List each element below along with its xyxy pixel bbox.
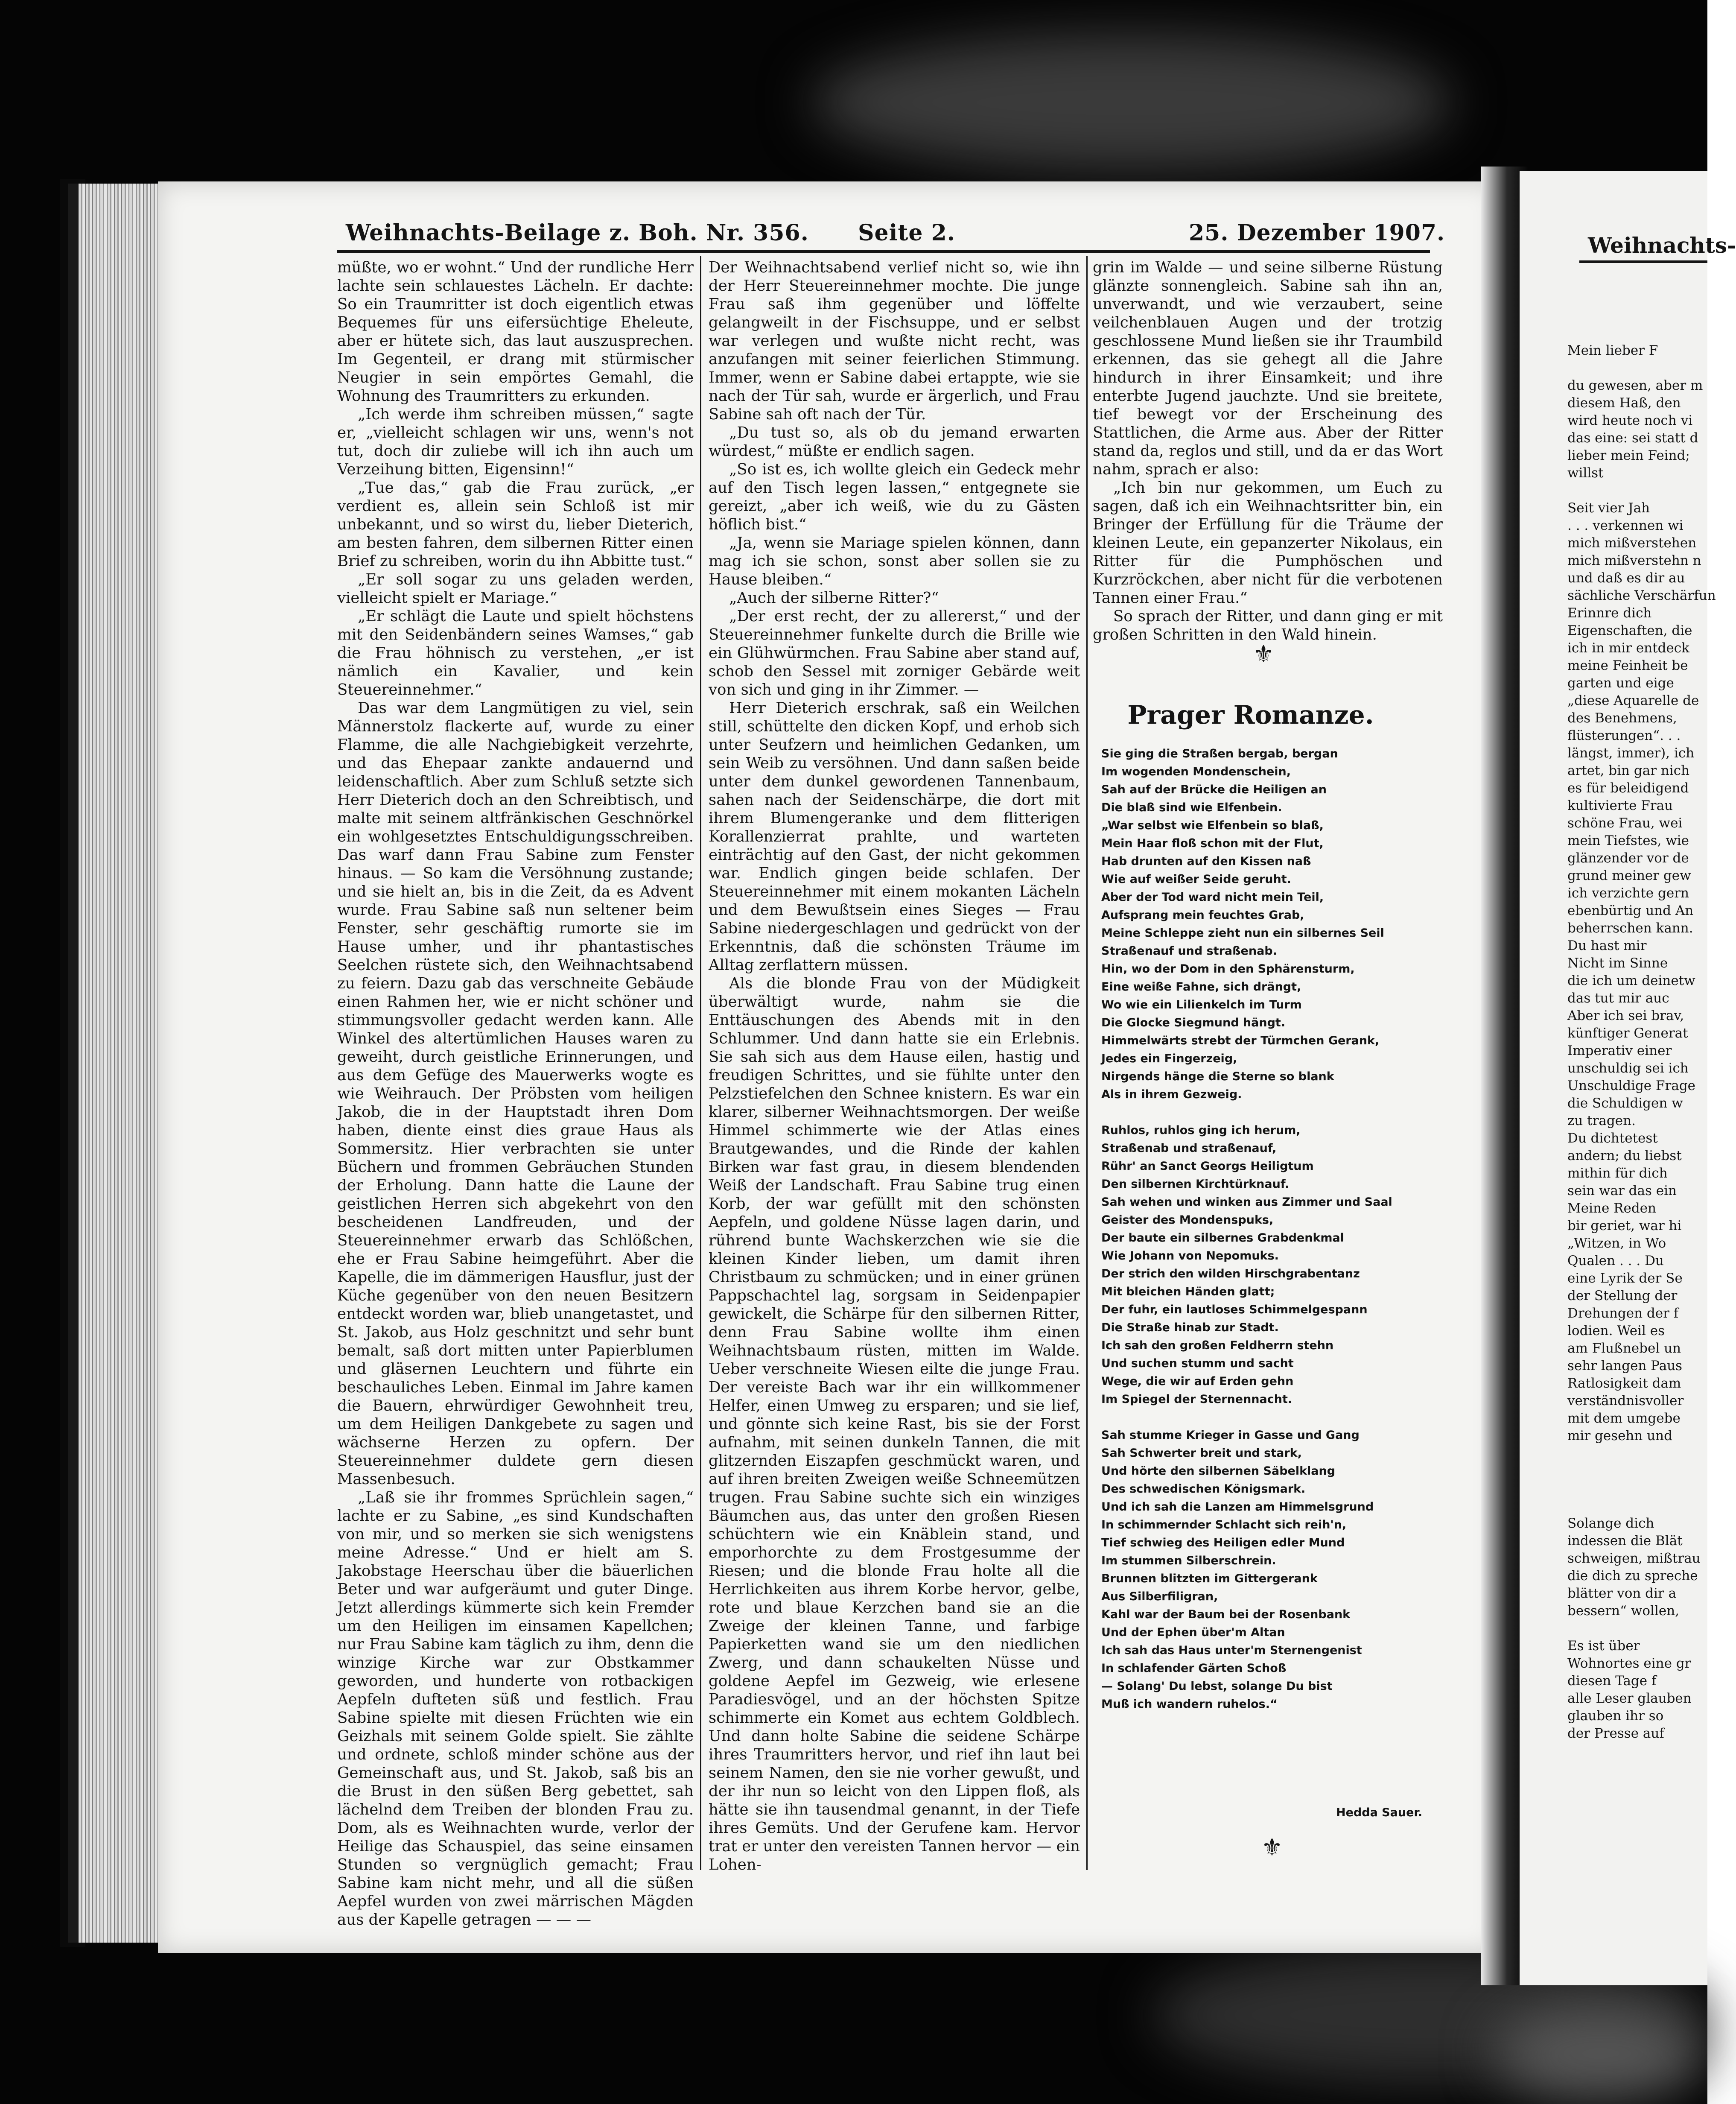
adjacent-page-line: des Benehmens, bbox=[1567, 710, 1677, 726]
paragraph: Herr Dieterich erschrak, saß ein Weilchen still, schüttelte den dicken Kopf, und erhob sich unter Seufzern und heimlichen Gedanken, um sein Weib zu versöhnen. Und dann saßen beide unter dem dunkel gewordenen Tannenbaum, sahen nach der Seidenschärpe, die dort mit ihrem Blumengeranke und dem flitterigen Korallenzierrat prahlte, und warteten einträchtig auf den Gast, der nicht gekommen war. Endlich gingen beide schlafen. Der Steuereinnehmer mit einem mokanten Lächeln und dem Bewußtsein eines Sieges — Frau Sabine niedergeschlagen und gedrückt von der Erkenntnis, daß die schönsten Träume im Alltag zerflattern müssen. bbox=[709, 699, 1080, 974]
adjacent-page-line: Meine Reden bbox=[1567, 1201, 1657, 1216]
adjacent-page-line: du gewesen, aber m bbox=[1567, 378, 1703, 393]
paragraph: So sprach der Ritter, und dann ging er mit großen Schritten in den Wald hinein. bbox=[1093, 608, 1443, 643]
adjacent-page-line: willst bbox=[1567, 465, 1604, 481]
poem-line: Tief schwieg des Heiligen edler Mund bbox=[1101, 1536, 1345, 1549]
adjacent-page-text bbox=[1567, 324, 1716, 1742]
crown-ornament-icon: ⚜ bbox=[1261, 1834, 1283, 1861]
poem-line: Den silbernen Kirchtürknauf. bbox=[1101, 1178, 1290, 1191]
poem-line: Geister des Mondenspuks, bbox=[1101, 1213, 1274, 1227]
adjacent-page-line: Du hast mir bbox=[1567, 938, 1647, 953]
paragraph: „Ja, wenn sie Mariage spielen können, dann mag ich sie schon, sonst aber sollen sie zu Hause bleiben.“ bbox=[709, 534, 1080, 588]
adjacent-page-line: ebenbürtig und An bbox=[1567, 903, 1694, 918]
poem-title: Prager Romanze. bbox=[1127, 700, 1374, 730]
adjacent-page-line: kultivierte Frau bbox=[1567, 798, 1673, 813]
column-divider bbox=[1086, 256, 1088, 1870]
film-mottle bbox=[811, 34, 1451, 171]
adjacent-page-line: unschuldig sei ich bbox=[1567, 1061, 1689, 1076]
adjacent-page-line: lieber mein Feind; bbox=[1567, 448, 1690, 463]
poem-line: Sah stumme Krieger in Gasse und Gang bbox=[1101, 1429, 1360, 1442]
adjacent-page-line: meine Feinheit be bbox=[1567, 658, 1688, 673]
adjacent-page-line: flüsterungen“. . . bbox=[1567, 728, 1681, 743]
adjacent-page-line: Drehungen der f bbox=[1567, 1306, 1679, 1321]
adjacent-page-line: beherrschen kann. bbox=[1567, 920, 1693, 936]
paragraph: grin im Walde — und seine silberne Rüstung glänzte sonnengleich. Sabine sah ihn an, unverwandt, und wie verzaubert, seine veilchenblauen Augen und der trotzig geschlossene Mund ließen sie ihr Traumbild erkennen, das sie gehegt all die Jahre hindurch in ihrer Einsamkeit; und ihre enterbte Jugend jauchzte. Und sie breitete, tief bewegt vor der Erscheinung des Stattlichen, die Arme aus. Aber der Ritter stand da, reglos und still, und da er das Wort nahm, sprach er also: bbox=[1093, 259, 1443, 478]
adjacent-page-line: Eigenschaften, die bbox=[1567, 623, 1692, 638]
adjacent-page-line: es für beleidigend bbox=[1567, 780, 1689, 796]
adjacent-page-line bbox=[1567, 1480, 1708, 1497]
adjacent-page-line: sehr langen Paus bbox=[1567, 1358, 1683, 1373]
paragraph: „Laß sie ihr frommes Sprüchlein sagen,“ lachte er zu Sabine, „es sind Kundschaften von mir, und so merken sie sich wenigstens meine Adresse.“ Und er hielt am S. Jakobstage Heerschau über die bäuerlichen Beter und war aufgeräumt und guter Dinge. Jetzt allerdings kümmerte sich kein Fremder um den Heiligen im einsamen Kapellchen; nur Frau Sabine kam täglich zu ihm, denn die winzige Kirche war zur Obstkammer geworden, und hunderte von rotbackigen Aepfeln dufteten süß und festlich. Frau Sabine spielte mit diesen Früchten wie ein Geizhals mit seinem Golde spielt. Sie zählte und ordnete, schloß minder schöne aus der Gemeinschaft aus, und St. Jakob, saß bis an die Brust in den süßen Berg gebettet, sah lächelnd dem Treiben der blonden Frau zu. Dom, als es Weihnachten wurde, verlor der Heilige das Schauspiel, das seine einsamen Stunden so vergnüglich gemacht; Frau Sabine kam nicht mehr, und all die süßen Aepfel wurden von zwei märrischen Mägden aus der Kapelle getragen — — — bbox=[337, 1489, 694, 1929]
column-divider bbox=[700, 256, 701, 1870]
adjacent-page-line: Erinnre dich bbox=[1567, 605, 1652, 621]
poem-line: In schlafender Gärten Schoß bbox=[1101, 1662, 1287, 1675]
poem-line: Und hörte den silbernen Säbelklang bbox=[1101, 1464, 1336, 1478]
adjacent-page-line: Nicht im Sinne bbox=[1567, 956, 1668, 971]
poem-line: Als in ihrem Gezweig. bbox=[1101, 1088, 1242, 1101]
header-rule bbox=[337, 250, 1430, 253]
poem-line: Muß ich wandern ruhelos.“ bbox=[1101, 1698, 1278, 1711]
adjacent-page-line: wird heute noch vi bbox=[1567, 413, 1693, 428]
adjacent-page-line: mit dem umgebe bbox=[1567, 1411, 1681, 1426]
adjacent-page-line: diesen Tage f bbox=[1567, 1673, 1657, 1689]
poem-line: Wo wie ein Lilienkelch im Turm bbox=[1101, 998, 1302, 1011]
poem-line: Sah Schwerter breit und stark, bbox=[1101, 1446, 1302, 1460]
adjacent-page-line: Seit vier Jah bbox=[1567, 500, 1650, 516]
poem-line: Des schwedischen Königsmark. bbox=[1101, 1482, 1306, 1496]
poem-line: Und der Ephen über'm Altan bbox=[1101, 1626, 1285, 1639]
adjacent-page-line: Es ist über bbox=[1567, 1638, 1640, 1654]
adjacent-page-line: diesem Haß, den bbox=[1567, 395, 1681, 411]
adjacent-page-line bbox=[1567, 1445, 1708, 1462]
adjacent-page-line: glänzender vor de bbox=[1567, 850, 1689, 866]
adjacent-page-line: . . . verkennen wi bbox=[1567, 518, 1683, 533]
adjacent-page-line: am Flußnebel un bbox=[1567, 1341, 1681, 1356]
adjacent-page-line: mich mißverstehn n bbox=[1567, 553, 1701, 568]
adjacent-page-line: Unschuldige Frage bbox=[1567, 1078, 1696, 1093]
adjacent-page-line: Aber ich sei brav, bbox=[1567, 1008, 1684, 1023]
adjacent-page-line: sächliche Verschärfun bbox=[1567, 588, 1716, 603]
poem-body bbox=[1101, 745, 1426, 1731]
adjacent-page-line: Mein lieber F bbox=[1567, 343, 1658, 358]
adjacent-page-line: alle Leser glauben bbox=[1567, 1691, 1692, 1706]
poem-line: Der fuhr, ein lautloses Schimmelgespann bbox=[1101, 1303, 1368, 1316]
adjacent-page-line: Imperativ einer bbox=[1567, 1043, 1672, 1058]
poem-author: Hedda Sauer. bbox=[1336, 1806, 1423, 1819]
header-page-number: Seite 2. bbox=[858, 220, 955, 246]
poem-stanza bbox=[1101, 1426, 1426, 1713]
adjacent-page-line: mir gesehn und bbox=[1567, 1428, 1672, 1444]
paragraph: müßte, wo er wohnt.“ Und der rundliche Herr lachte sein schlauestes Lächeln. Er dachte: So ein Traumritter ist doch eigentlich etwas Bequemes für uns eifersüchtige Eheleute, aber er hütete sich, das laut auszusprechen. Im Gegenteil, er drang mit stürmischer Neugier in sein empörtes Gemahl, die Wohnung des Traumritters zu erkunden. bbox=[337, 259, 694, 405]
adjacent-page-line bbox=[1567, 324, 1708, 342]
poem-line: Mit bleichen Händen glatt; bbox=[1101, 1285, 1275, 1298]
paragraph: Der Weihnachtsabend verlief nicht so, wie ihn der Herr Steuereinnehmer mochte. Die junge Frau saß ihm gegenüber und löffelte gelangweilt in der Fischsuppe, und er selbst war verlegen und wußte nicht recht, was anzufangen mit seiner feierlichen Stimmung. Immer, wenn er Sabine dabei ertappte, wie sie nach der Tür sah, wurde er ärgerlich, und Frau Sabine sah oft nach der Tür. bbox=[709, 259, 1080, 423]
poem-line: Wege, die wir auf Erden gehn bbox=[1101, 1375, 1294, 1388]
poem-line: Hin, wo der Dom in den Sphärensturm, bbox=[1101, 962, 1355, 976]
paragraph: „Tue das,“ gab die Frau zurück, „er verdient es, allein sein Schloß ist mir unbekannt, und so wirst du, lieber Dieterich, am besten fahren, dem silbernen Ritter einen Brief zu schreiben, worin du ihn Abbitte tust.“ bbox=[337, 479, 694, 570]
adjacent-page-line: ich verzichte gern bbox=[1567, 885, 1689, 901]
adjacent-page-line: Du dichtetest bbox=[1567, 1131, 1658, 1146]
poem-stanza bbox=[1101, 1122, 1426, 1409]
poem-line: Ich sah das Haus unter'm Sternengenist bbox=[1101, 1644, 1362, 1657]
paragraph: Das war dem Langmütigen zu viel, sein Männerstolz flackerte auf, wurde zu einer Flamme, die alle Nachgiebigkeit verzehrte, und das Ehepaar zankte andauernd und leidenschaftlich. Aber zum Schluß setzte sich Herr Dieterich doch an den Schreibtisch, und malte mit seinem altfränkischen Geschnörkel ein wohlgesetztes Entschuldigungsschreiben. Das warf dann Frau Sabine zum Fenster hinaus. — So kam die Versöhnung zustande; und sie hielt an, bis in die Zeit, da es Advent wurde. Frau Sabine saß nun seltener beim Fenster, sehr geschäftig rumorte sie im Hause umher, und ihr phantastisches Seelchen rüstete sich, den Weihnachtsabend zu feiern. Dazu gab das verschneite Gebäude einen Rahmen her, wie er nicht schöner und stimmungsvoller gedacht werden kann. Alle Winkel des altertümlichen Hauses waren zu geweiht, durch geistliche Erinnerungen, und aus dem Gefüge des Mauerwerks wogte es wie Weihrauch. Der Pröbsten vom heiligen Jakob, die in der Hauptstadt ihren Dom haben, diente einst dies graue Haus als Sommersitz. Hier verbrachten sie unter Büchern und frommen Gebräuchen Stunden der Erholung. Dann hatte die Laune der geistlichen Herren sich abgekehrt von den bescheidenen Landfreuden, und der Steuereinnehmer erwarb das Schlößchen, ehe er Frau Sabine heimgeführt. Aber die Kapelle, die im dämmerigen Hausflur, just der Küche gegenüber von den neuen Besitzern entdeckt worden war, blieb unangetastet, und St. Jakob, aus Holz geschnitzt und sehr bunt bemalt, saß dort mitten unter Papierblumen und gläsernen Leuchtern und führte ein beschauliches Leben. Einmal im Jahre kamen die Bauern, ehrwürdiger Gewohnheit treu, um dem Heiligen Dankgebete zu sagen und wächserne Herzen zu opfern. Der Steuereinnehmer duldete gern diesen Massenbesuch. bbox=[337, 699, 694, 1488]
adjacent-page-line bbox=[1567, 1497, 1708, 1515]
poem-line: Im wogenden Mondenschein, bbox=[1101, 765, 1291, 778]
adjacent-page-line: schöne Frau, wei bbox=[1567, 815, 1683, 831]
paragraph: „Er soll sogar zu uns geladen werden, vielleicht spielt er Mariage.“ bbox=[337, 571, 694, 607]
adjacent-page-line bbox=[1567, 482, 1708, 500]
adjacent-page-line: sein war das ein bbox=[1567, 1183, 1677, 1198]
adjacent-page-line: das tut mir auc bbox=[1567, 991, 1669, 1006]
article-column-1 bbox=[337, 258, 694, 1929]
paragraph: Als die blonde Frau von der Müdigkeit überwältigt wurde, nahm sie die Enttäuschungen des Abends mit in den Schlummer. Und dann hatte sie ein Erlebnis. Sie sah sich aus dem Hause eilen, hastig und freudigen Schrittes, und sie fühlte unter den Pelzstiefelchen den Schnee knistern. Es war ein klarer, silberner Weihnachtsmorgen. Der weiße Himmel schimmerte wie der Atlas eines Brautgewandes, und die Rinde der kahlen Birken war fast grau, in diesem blendenden Weiß der Landschaft. Frau Sabine trug einen Korb, der war gefüllt mit den schönsten Aepfeln, und goldene Nüsse lagen darin, und rührend bunte Wachskerzchen wie sie die kleinen Kinder lieben, um damit ihren Christbaum zu schmücken; und in einer grünen Pappschachtel lag, sorgsam in Seidenpapier gewickelt, die Schärpe für den silbernen Ritter, denn Frau Sabine wollte ihm einen Weihnachtsbaum rüsten, mitten im Walde. Ueber verschneite Wiesen eilte die junge Frau. Der vereiste Bach war ihr ein willkommener Helfer, einen Umweg zu ersparen; und sie lief, und gönnte sich keine Rast, bis sie der Forst aufnahm, mit seinen dunkeln Tannen, die mit glitzernden Eiszapfen geschmückt waren, und auf ihren breiten Zweigen weiße Schneemützen trugen. Frau Sabine suchte sich ein winziges Bäumchen aus, das unter den großen Riesen schüchtern wie ein Knäblein stand, und emporhorchte zu dem Frostgesumme der Riesen; und die blonde Frau holte all die Herrlichkeiten aus ihrem Korbe hervor, gelbe, rote und blaue Kerzchen band sie an die Zweige der kleinen Tanne, und farbige Papierketten wand sie um den niedlichen Zwerg, und dann schaukelten Nüsse und goldene Aepfel im Gezweig, wie erlesene Paradiesvögel, und an der höchsten Spitze schimmerte ein Komet aus echtem Goldblech. Und dann holte Sabine die seidene Schärpe ihres Traumritters hervor, und rief ihn laut bei seinem Namen, den sie nie vorher gewußt, und der ihr nun so leicht von den Lippen floß, als hätte sie ihn tausendmal genannt, in der Tiefe ihres Gemüts. Und der Gerufene kam. Hervor trat er unter den vereisten Tannen hervor — ein Lohen- bbox=[709, 975, 1080, 1873]
poem-line: Im stummen Silberschrein. bbox=[1101, 1554, 1276, 1567]
adjacent-page-line: Wohnortes eine gr bbox=[1567, 1656, 1691, 1671]
poem-line: Sah auf der Brücke die Heiligen an bbox=[1101, 783, 1327, 796]
poem-line: Hab drunten auf den Kissen naß bbox=[1101, 855, 1311, 868]
poem-line: Wie Johann von Nepomuks. bbox=[1101, 1249, 1279, 1262]
adjacent-page-line: „Witzen, in Wo bbox=[1567, 1236, 1666, 1251]
poem-line: Jedes ein Fingerzeig, bbox=[1101, 1052, 1237, 1065]
adjacent-page-line: die Schuldigen w bbox=[1567, 1096, 1683, 1111]
poem-line: Straßenab und straßenauf, bbox=[1101, 1142, 1277, 1155]
adjacent-page-line: Solange dich bbox=[1567, 1516, 1654, 1531]
poem-line: Eine weiße Fahne, sich drängt, bbox=[1101, 980, 1301, 994]
poem-line: Und ich sah die Lanzen am Himmelsgrund bbox=[1101, 1500, 1374, 1514]
poem-line: Die Straße hinab zur Stadt. bbox=[1101, 1321, 1279, 1334]
poem-line: Die Glocke Siegmund hängt. bbox=[1101, 1016, 1286, 1029]
paragraph: „Der erst recht, der zu allererst,“ und der Steuereinnehmer funkelte durch die Brille wie ein Glühwürmchen. Frau Sabine aber stand auf, schob den Sessel mit zorniger Gebärde weit von sich und ging in ihr Zimmer. — bbox=[709, 608, 1080, 698]
adjacent-page-line: die dich zu spreche bbox=[1567, 1568, 1698, 1584]
poem-line: Aber der Tod ward nicht mein Teil, bbox=[1101, 891, 1324, 904]
adjacent-page-line: künftiger Generat bbox=[1567, 1026, 1688, 1041]
paragraph: „Er schlägt die Laute und spielt höchstens mit den Seidenbändern seines Wamses,“ gab die Frau höhnisch zu verstehen, „er ist nämlich ein Kavalier, und kein Steuereinnehmer.“ bbox=[337, 608, 694, 698]
adjacent-page-line: bir geriet, war hi bbox=[1567, 1218, 1682, 1233]
adjacent-page-line: „diese Aquarelle de bbox=[1567, 693, 1699, 708]
adjacent-page-line: glauben ihr so bbox=[1567, 1708, 1664, 1724]
adjacent-page-line: eine Lyrik der Se bbox=[1567, 1271, 1683, 1286]
adjacent-page-line: grund meiner gew bbox=[1567, 868, 1691, 883]
adjacent-page-line: artet, bin gar nich bbox=[1567, 763, 1690, 778]
adjacent-page-line: schweigen, mißtrau bbox=[1567, 1551, 1701, 1566]
poem-line: — Solang' Du lebst, solange Du bist bbox=[1101, 1680, 1333, 1693]
poem-line: Mein Haar floß schon mit der Flut, bbox=[1101, 837, 1324, 850]
poem-line: In schimmernder Schlacht sich reih'n, bbox=[1101, 1518, 1347, 1531]
poem-line: Himmelwärts strebt der Türmchen Gerank, bbox=[1101, 1034, 1380, 1047]
poem-line: Aufsprang mein feuchtes Grab, bbox=[1101, 909, 1304, 922]
poem-line: Aus Silberfiligran, bbox=[1101, 1590, 1218, 1603]
poem-line: Ich sah den großen Feldherrn stehn bbox=[1101, 1339, 1334, 1352]
adjacent-page-line: mithin für dich bbox=[1567, 1166, 1668, 1181]
adjacent-header-rule bbox=[1579, 260, 1707, 263]
poem-line: Rühr' an Sanct Georgs Heiligtum bbox=[1101, 1160, 1314, 1173]
adjacent-page-line: der Stellung der bbox=[1567, 1288, 1678, 1303]
adjacent-page-line bbox=[1567, 359, 1708, 377]
poem-line: Kahl war der Baum bei der Rosenbank bbox=[1101, 1608, 1351, 1621]
header-date: 25. Dezember 1907. bbox=[1189, 220, 1445, 246]
paragraph: „Auch der silberne Ritter?“ bbox=[729, 589, 939, 607]
poem-line: Im Spiegel der Sternennacht. bbox=[1101, 1393, 1293, 1406]
adjacent-page-line: der Presse auf bbox=[1567, 1726, 1664, 1741]
paragraph: „So ist es, ich wollte gleich ein Gedeck mehr auf den Tisch legen lassen,“ entgegnete sie gereizt, „aber ich weiß, wie du zu Gästen höflich bist.“ bbox=[709, 461, 1080, 533]
adjacent-page-line bbox=[1567, 1462, 1708, 1480]
poem-line: Straßenauf und straßenab. bbox=[1101, 944, 1277, 958]
adjacent-page-line: das eine: sei statt d bbox=[1567, 430, 1698, 446]
paragraph: „Du tust so, als ob du jemand erwarten würdest,“ müßte er endlich sagen. bbox=[709, 424, 1080, 460]
adjacent-page-line: zu tragen. bbox=[1567, 1113, 1636, 1128]
poem-line: Und suchen stumm und sacht bbox=[1101, 1357, 1294, 1370]
poem-line: Der strich den wilden Hirschgrabentanz bbox=[1101, 1267, 1360, 1280]
adjacent-page-line: mein Tiefstes, wie bbox=[1567, 833, 1689, 848]
poem-line: Sie ging die Straßen bergab, bergan bbox=[1101, 747, 1338, 760]
paragraph: „Ich bin nur gekommen, um Euch zu sagen, daß ich ein Weihnachtsritter bin, ein Bringer der Erfüllung für die Träume der kleinen Leute, ein gepanzerter Nikolaus, ein Ritter für die Pumphöschen und Kurzröckchen, aber nicht für die verbotenen Tannen einer Frau.“ bbox=[1093, 479, 1443, 607]
poem-line: Der baute ein silbernes Grabdenkmal bbox=[1101, 1231, 1345, 1245]
adjacent-page-line: lodien. Weil es bbox=[1567, 1323, 1665, 1338]
poem-line: Ruhlos, ruhlos ging ich herum, bbox=[1101, 1124, 1301, 1137]
adjacent-page-line: längst, immer), ich bbox=[1567, 745, 1695, 761]
crown-ornament-icon: ⚜ bbox=[1252, 640, 1275, 668]
poem-line: Brunnen blitzten im Gittergerank bbox=[1101, 1572, 1318, 1585]
article-column-3 bbox=[1093, 258, 1443, 643]
poem-line: Sah wehen und winken aus Zimmer und Saal bbox=[1101, 1195, 1392, 1209]
film-mottle bbox=[1494, 2007, 1707, 2101]
adjacent-page-line: ich in mir entdeck bbox=[1567, 640, 1689, 656]
adjacent-page-line: Qualen . . . Du bbox=[1567, 1253, 1664, 1268]
poem-line: Die blaß sind wie Elfenbein. bbox=[1101, 801, 1282, 814]
poem-line: Meine Schleppe zieht nun ein silbernes Seil bbox=[1101, 926, 1384, 940]
poem-line: Wie auf weißer Seide geruht. bbox=[1101, 873, 1291, 886]
adjacent-page-line: bessern“ wollen, bbox=[1567, 1603, 1680, 1619]
adjacent-page-line: mich mißverstehen bbox=[1567, 535, 1697, 551]
adjacent-page-line: andern; du liebst bbox=[1567, 1148, 1682, 1163]
adjacent-page-line: indessen die Blät bbox=[1567, 1533, 1683, 1549]
adjacent-page-line: die ich um deinetw bbox=[1567, 973, 1695, 988]
poem-stanza bbox=[1101, 745, 1426, 1104]
adjacent-page-line: und daß es dir au bbox=[1567, 570, 1685, 586]
adjacent-page-line: Ratlosigkeit dam bbox=[1567, 1376, 1681, 1391]
adjacent-page-line: garten und eige bbox=[1567, 675, 1674, 691]
header-left: Weihnachts-Beilage z. Boh. Nr. 356. bbox=[346, 220, 809, 246]
adjacent-page-line: verständnisvoller bbox=[1567, 1393, 1684, 1409]
running-header bbox=[346, 220, 1445, 254]
adjacent-page-line bbox=[1567, 1620, 1708, 1637]
poem-line: „War selbst wie Elfenbein so blaß, bbox=[1101, 819, 1324, 832]
poem-line: Nirgends hänge die Sterne so blank bbox=[1101, 1070, 1334, 1083]
adjacent-page-line: blätter von dir a bbox=[1567, 1586, 1677, 1601]
article-column-2 bbox=[709, 258, 1080, 1876]
adjacent-page-header: Weihnachts- bbox=[1588, 233, 1736, 258]
paragraph: „Ich werde ihm schreiben müssen,“ sagte er, „vielleicht schlagen wir uns, wenn's not tut, doch dir zuliebe will ich ihn auch um Verzeihung bitten, Eigensinn!“ bbox=[337, 406, 694, 478]
